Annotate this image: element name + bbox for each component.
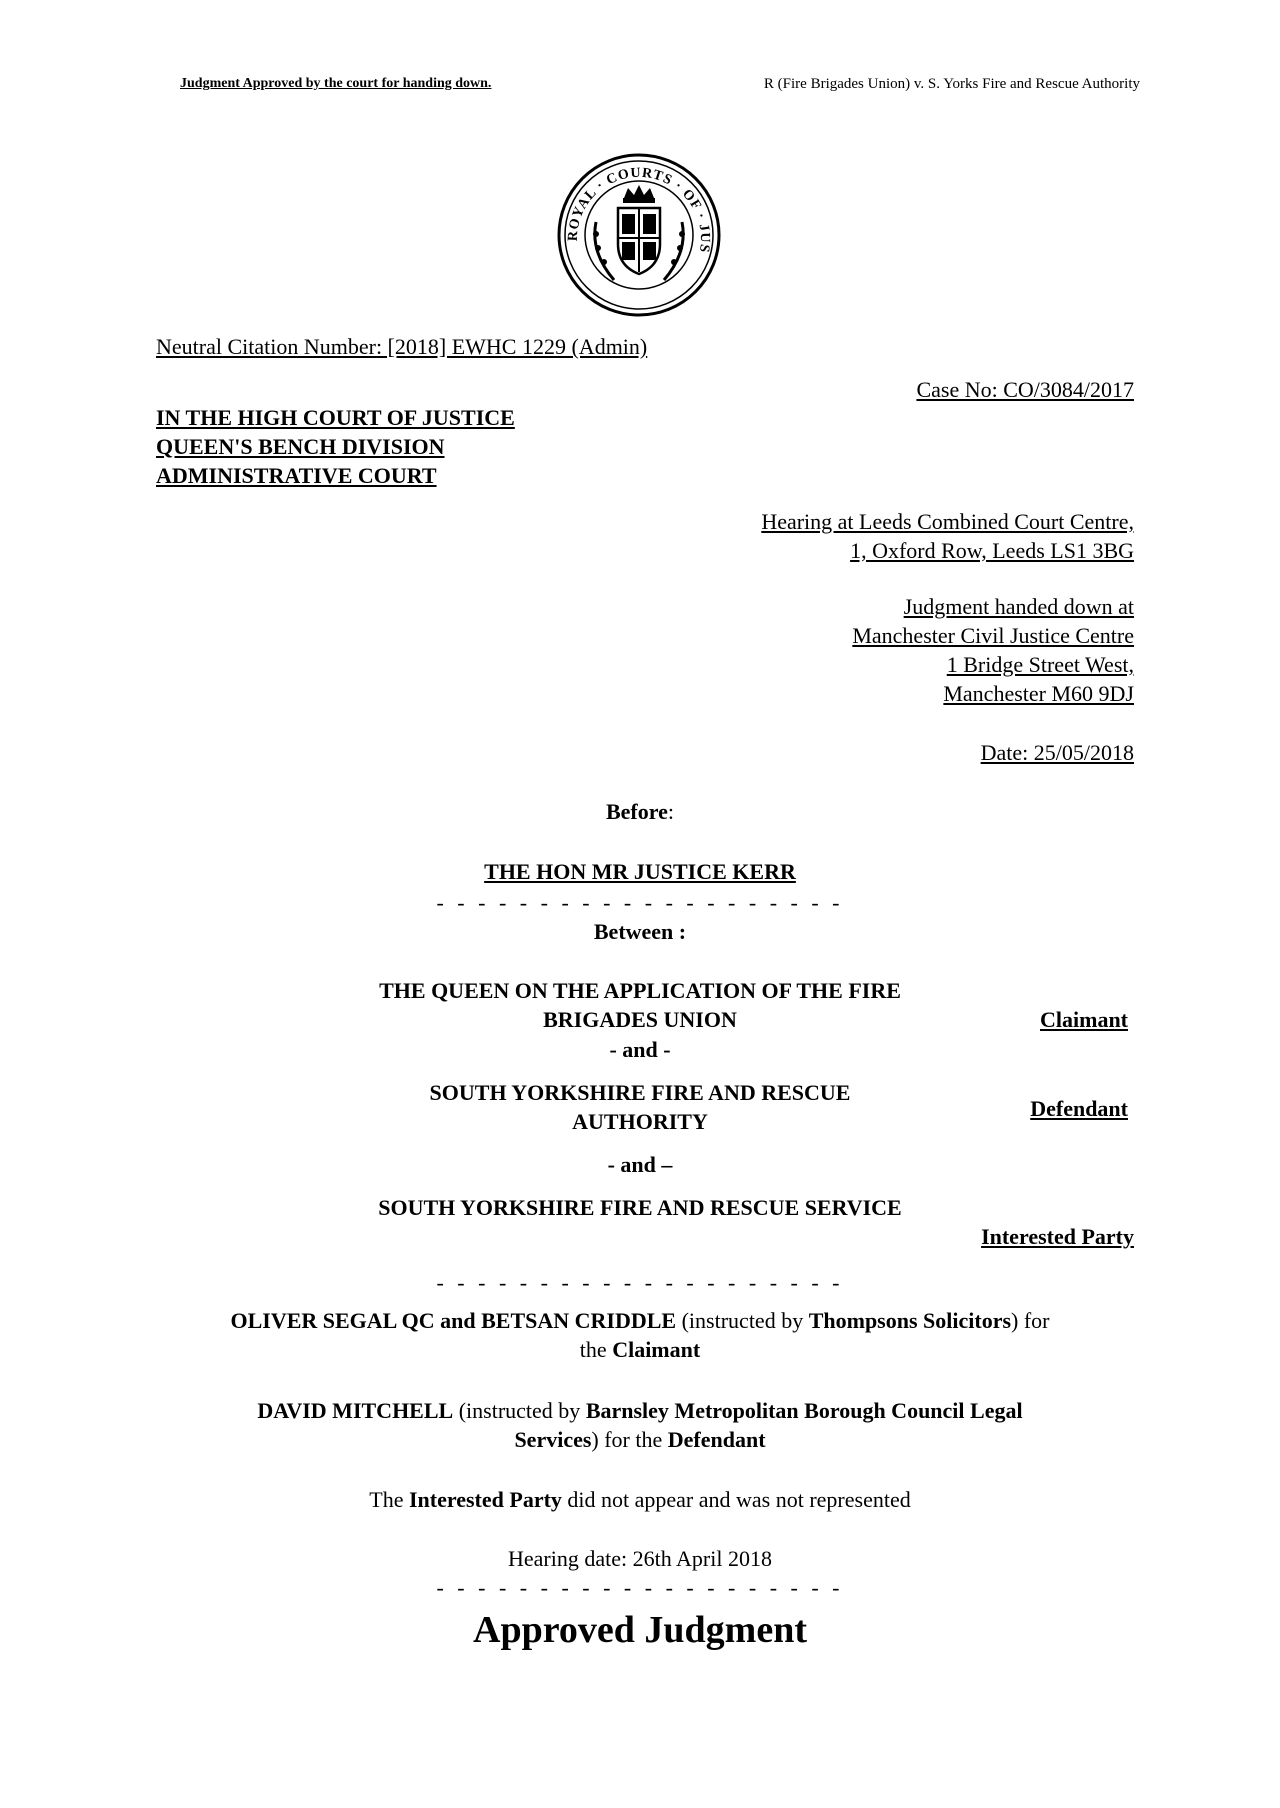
- court-block: [156, 403, 515, 490]
- separator: - - - - - - - - - - - - - - - - - - - -: [436, 1575, 844, 1600]
- interested-party-role: Interested Party: [981, 1224, 1134, 1249]
- neutral-citation: Neutral Citation Number: [2018] EWHC 1229 (Admin): [156, 334, 648, 359]
- note-pre: The: [369, 1487, 409, 1512]
- instructed-text: (instructed by: [453, 1398, 586, 1423]
- running-header-right: R (Fire Brigades Union) v. S. Yorks Fire and Rescue Authority: [763, 76, 1140, 92]
- judgment-date: Date: 25/05/2018: [980, 740, 1134, 765]
- before-colon: :: [667, 799, 675, 824]
- before-label: Before: [605, 799, 668, 824]
- hearing-location: [761, 507, 1134, 565]
- defendant-name-line: AUTHORITY: [572, 1109, 708, 1134]
- claimant-role: Claimant: [1040, 1007, 1128, 1032]
- between-heading: Between :: [593, 919, 687, 944]
- claimant-name-line: BRIGADES UNION: [543, 1007, 737, 1032]
- note-party: Interested Party: [408, 1487, 562, 1512]
- counsel-names: DAVID MITCHELL: [257, 1398, 454, 1423]
- handed-down-line: Judgment handed down at: [903, 594, 1134, 619]
- solicitor-firm: Thompsons Solicitors: [808, 1308, 1012, 1333]
- defendant-counsel: [0, 1396, 1280, 1454]
- running-header-left: Judgment Approved by the court for handing down.: [180, 76, 492, 91]
- case-number: Case No: CO/3084/2017: [916, 377, 1134, 402]
- handed-down-line: Manchester M60 9DJ: [943, 681, 1134, 706]
- claimant-counsel-line: [0, 1335, 1280, 1364]
- svg-text:ROYAL · COURTS · OF · JUSTICE: ROYAL · COURTS · OF · JUS: [565, 165, 713, 255]
- claimant-name-line: THE QUEEN ON THE APPLICATION OF THE FIRE: [379, 978, 901, 1003]
- party-label: Defendant: [667, 1427, 766, 1452]
- and-separator: - and –: [607, 1152, 673, 1177]
- hearing-location-line: Hearing at Leeds Combined Court Centre,: [761, 509, 1134, 534]
- hearing-date: Hearing date: 26th April 2018: [508, 1546, 772, 1571]
- claimant-counsel-line: [0, 1306, 1280, 1335]
- court-line: IN THE HIGH COURT OF JUSTICE: [156, 405, 515, 430]
- document-title: Approved Judgment: [473, 1609, 807, 1651]
- seal-icon: [556, 152, 722, 318]
- handed-down-location: [852, 592, 1134, 708]
- claimant-name: [280, 976, 1000, 1034]
- royal-courts-seal: [556, 152, 722, 318]
- instructed-text: (instructed by: [676, 1308, 809, 1333]
- counsel-names: OLIVER SEGAL QC and BETSAN CRIDDLE: [230, 1308, 677, 1333]
- claimant-counsel: [0, 1306, 1280, 1364]
- separator: - - - - - - - - - - - - - - - - - - - -: [436, 890, 844, 915]
- interested-party-name: SOUTH YORKSHIRE FIRE AND RESCUE SERVICE: [378, 1195, 902, 1220]
- defendant-name-line: SOUTH YORKSHIRE FIRE AND RESCUE: [429, 1080, 851, 1105]
- the-text: the: [579, 1337, 613, 1362]
- and-separator: - and -: [609, 1037, 671, 1062]
- defendant-name: [280, 1078, 1000, 1136]
- party-label: Claimant: [612, 1337, 701, 1362]
- handed-down-line: Manchester Civil Justice Centre: [852, 623, 1134, 648]
- hearing-location-line: 1, Oxford Row, Leeds LS1 3BG: [850, 538, 1134, 563]
- court-line: QUEEN'S BENCH DIVISION: [156, 434, 445, 459]
- solicitor-firm-cont: Services: [514, 1427, 592, 1452]
- before-heading: [0, 797, 1280, 826]
- for-text: ) for the: [591, 1427, 668, 1452]
- interested-party-note: [0, 1485, 1280, 1514]
- solicitor-firm: Barnsley Metropolitan Borough Council Legal: [585, 1398, 1023, 1423]
- handed-down-line: 1 Bridge Street West,: [946, 652, 1134, 677]
- defendant-counsel-line: [0, 1396, 1280, 1425]
- defendant-counsel-line: [0, 1425, 1280, 1454]
- note-post: did not appear and was not represented: [561, 1487, 911, 1512]
- separator: - - - - - - - - - - - - - - - - - - - -: [436, 1270, 844, 1295]
- defendant-role: Defendant: [1030, 1096, 1128, 1121]
- court-line: ADMINISTRATIVE COURT: [156, 463, 437, 488]
- judge-name: THE HON MR JUSTICE KERR: [484, 859, 796, 884]
- for-text: ) for: [1011, 1308, 1050, 1333]
